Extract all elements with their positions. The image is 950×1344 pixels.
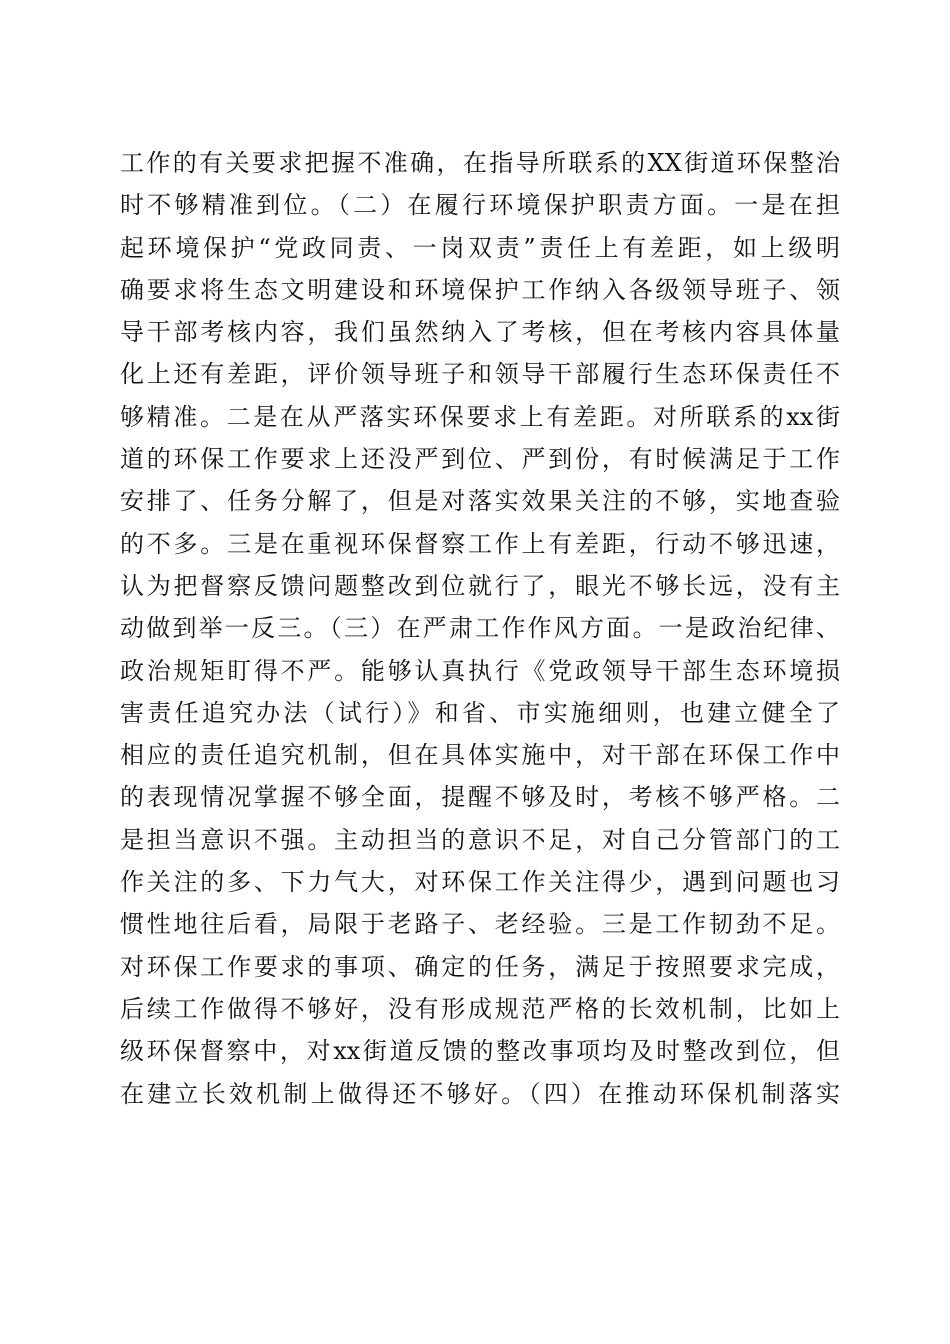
text-line-21: 后续工作做得不够好，没有形成规范严格的长效机制，比如上 bbox=[120, 994, 840, 1023]
text-line-9: 安排了、任务分解了，但是对落实效果关注的不够，实地查验 bbox=[120, 487, 840, 516]
text-line-5: 导干部考核内容，我们虽然纳入了考核，但在考核内容具体量 bbox=[120, 318, 840, 347]
text-line-13: 政治规矩盯得不严。能够认真执行《党政领导干部生态环境损 bbox=[120, 656, 840, 685]
text-line-8: 道的环保工作要求上还没严到位、严到份，有时候满足于工作 bbox=[120, 445, 840, 474]
text-line-7: 够精准。二是在从严落实环保要求上有差距。对所联系的xx街 bbox=[120, 402, 840, 431]
text-line-20: 对环保工作要求的事项、确定的任务，满足于按照要求完成， bbox=[120, 952, 840, 981]
text-line-15: 相应的责任追究机制，但在具体实施中，对干部在环保工作中 bbox=[120, 741, 840, 770]
text-line-14: 害责任追究办法（试行）》和省、市实施细则，也建立健全了 bbox=[120, 698, 840, 727]
text-line-23: 在建立长效机制上做得还不够好。（四）在推动环保机制落实 bbox=[120, 1079, 840, 1108]
text-line-22: 级环保督察中，对xx街道反馈的整改事项均及时整改到位，但 bbox=[120, 1037, 840, 1066]
text-line-19: 惯性地往后看，局限于老路子、老经验。三是工作韧劲不足。 bbox=[120, 910, 840, 939]
text-line-18: 作关注的多、下力气大，对环保工作关注得少，遇到问题也习 bbox=[120, 868, 840, 897]
text-line-17: 是担当意识不强。主动担当的意识不足，对自己分管部门的工 bbox=[120, 825, 840, 854]
text-line-16: 的表现情况掌握不够全面，提醒不够及时，考核不够严格。二 bbox=[120, 783, 840, 812]
text-line-3: 起环境保护“党政同责、一岗双责”责任上有差距，如上级明 bbox=[120, 233, 840, 262]
text-line-11: 认为把督察反馈问题整改到位就行了，眼光不够长远，没有主 bbox=[120, 571, 840, 600]
text-line-12: 动做到举一反三。（三）在严肃工作作风方面。一是政治纪律、 bbox=[120, 614, 840, 643]
text-line-2: 时不够精准到位。（二）在履行环境保护职责方面。一是在担 bbox=[120, 191, 840, 220]
text-line-1: 工作的有关要求把握不准确，在指导所联系的XX街道环保整治 bbox=[120, 149, 840, 177]
text-line-4: 确要求将生态文明建设和环境保护工作纳入各级领导班子、领 bbox=[120, 275, 840, 304]
text-line-10: 的不多。三是在重视环保督察工作上有差距，行动不够迅速， bbox=[120, 529, 840, 558]
body-paragraph bbox=[120, 142, 840, 1115]
text-line-6: 化上还有差距，评价领导班子和领导干部履行生态环保责任不 bbox=[120, 360, 840, 389]
